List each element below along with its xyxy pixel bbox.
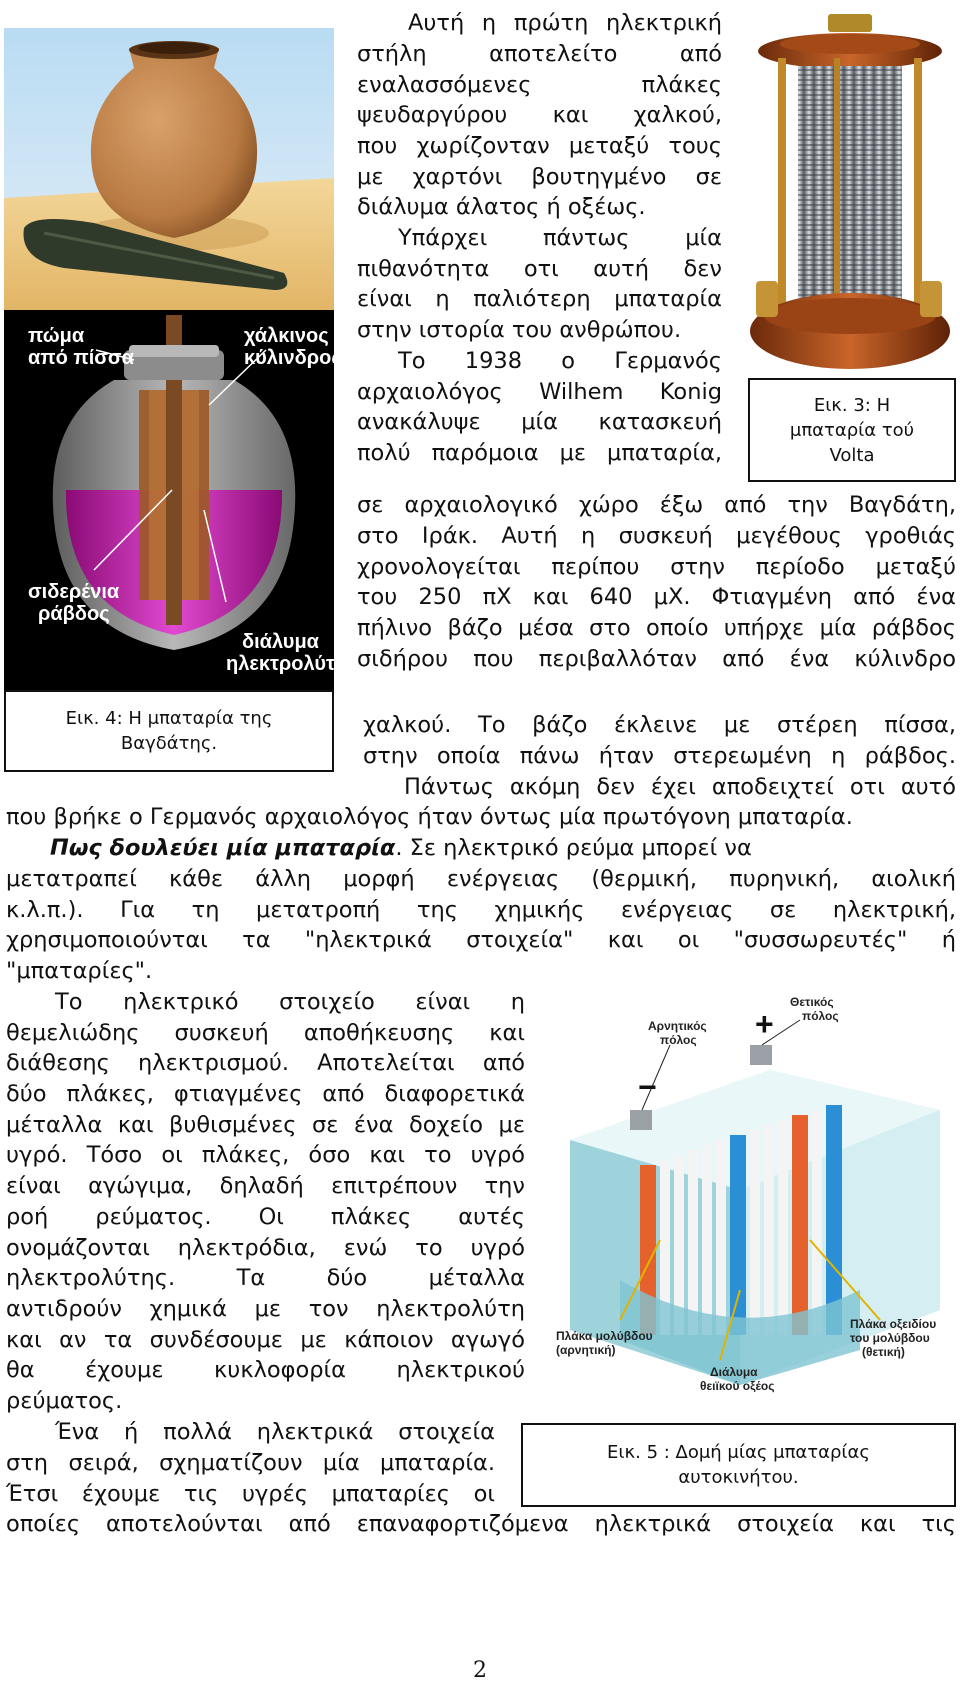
section-heading: Πως δουλεύει μία μπαταρία — [50, 835, 396, 861]
heading-trailing-text: . Σε ηλεκτρικό ρεύμα μπορεί να — [395, 835, 752, 861]
text-line: Υπάρχει πάντως μία — [398, 225, 722, 251]
text-line: οποίες αποτελούνται από επαναφορτιζόμενα ηλεκτρικά στοιχεία και τις — [6, 1511, 956, 1537]
text-line: αντιδρούν χημικά με τον ηλεκτρολύτη — [6, 1296, 525, 1322]
text-line: θα έχουμε κυκλοφορία ηλεκτρικού — [6, 1357, 525, 1383]
label-lead-oxide-1: Πλάκα οξειδίου — [850, 1317, 937, 1331]
caption-fig4-line2: Βαγδάτης. — [120, 733, 218, 754]
minus-icon: − — [638, 1069, 657, 1105]
caption-fig3 — [748, 378, 956, 482]
label-lead-plate-1: Πλάκα μολύβδου — [556, 1329, 653, 1343]
text-line: σιδήρου που περιβαλλόταν από ένα κύλινδρο — [357, 646, 956, 672]
label-positive-1: Θετικός — [790, 995, 834, 1009]
text-line: Έτσι έχουμε τις υγρές μπαταρίες οι — [6, 1481, 495, 1507]
text-line: "μπαταρίες". — [6, 958, 153, 984]
text-line: στη σειρά, σχηματίζουν μία μπαταρία. — [6, 1450, 495, 1476]
caption-fig3-line3: Volta — [829, 444, 875, 466]
text-line: στην οποία πάνω ήταν στερεωμένη η ράβδος. — [363, 743, 956, 769]
label-lead-oxide-3: (θετική) — [862, 1345, 905, 1359]
label-copper-2: κύλινδρος — [244, 347, 342, 369]
label-electrolyte-2: ηλεκτρολύτη — [226, 653, 348, 675]
text-line: χρονολογείται περίπου στην περίοδο μεταξύ — [357, 554, 956, 580]
text-line: στήλη αποτελείτο από — [357, 41, 722, 67]
label-pitch-2: από πίσσα — [28, 347, 134, 369]
caption-fig4-line1: Εικ. 4: Η μπαταρία της — [65, 708, 273, 729]
text-line: διάθεσης ηλεκτρισμού. Αποτελείται από — [6, 1050, 525, 1076]
label-iron-2: ράβδος — [38, 603, 110, 625]
caption-fig5-line1: Εικ. 5 : Δομή μίας μπαταρίας — [607, 1442, 870, 1463]
car-battery-image — [550, 990, 956, 1400]
text-line: πολύ παρόμοια με μπαταρία, — [357, 440, 722, 466]
text-line: πήλινο βάζο μέσα στο οποίο υπήρχε μία ράβδος — [357, 615, 956, 641]
text-line: με χαρτόνι βουτηγμένο σε — [357, 164, 722, 190]
text-line — [50, 833, 956, 864]
text-line: υγρό. Τόσο οι πλάκες, όσο και το υγρό — [6, 1142, 525, 1168]
label-acid-2: θειϊκού οξέος — [700, 1379, 775, 1393]
caption-fig3-line1: Εικ. 3: Η — [813, 394, 891, 416]
text-line: πιθανότητα οτι αυτή δεν — [357, 256, 722, 282]
label-positive-2: πόλος — [802, 1009, 839, 1023]
text-line: ονομάζονται ηλεκτρόδια, ενώ το υγρό — [6, 1235, 525, 1261]
text-line: είναι η παλιότερη μπαταρία — [357, 286, 722, 312]
volta-pile-image — [744, 6, 956, 378]
text-line: είναι αγώγιμα, δηλαδή επιτρέπουν την — [6, 1173, 525, 1199]
label-negative-1: Αρνητικός — [648, 1019, 707, 1033]
text-line: ροή ρεύματος. Οι πλάκες αυτές — [6, 1204, 525, 1230]
caption-fig4 — [4, 690, 334, 772]
baghdad-battery-diagram — [4, 310, 348, 690]
text-line: Το ηλεκτρικό στοιχείο είναι η — [55, 989, 525, 1015]
text-line: ψευδαργύρου και χαλκού, — [357, 102, 722, 128]
text-line: εναλασσόμενες πλάκες — [357, 72, 722, 98]
text-line: αρχαιολόγος Wilhem Konig — [357, 379, 722, 405]
text-line: σε αρχαιολογικό χώρο έξω από την Βαγδάτη, — [357, 492, 956, 518]
caption-fig3-line2: μπαταρία τού — [789, 419, 915, 441]
text-line: και αν τα συνδέσουμε με κάποιον αγωγό — [6, 1327, 525, 1353]
text-line: του 250 πΧ και 640 μΧ. Φτιαγμένη από ένα — [357, 584, 956, 610]
text-line: Αυτή η πρώτη ηλεκτρική — [408, 10, 722, 36]
label-lead-oxide-2: του μολύβδου — [850, 1331, 930, 1345]
text-line: που βρήκε ο Γερμανός αρχαιολόγος ήταν όντως μία πρωτόγονη μπαταρία. — [6, 804, 853, 830]
text-line: Πάντως ακόμη δεν έχει αποδειχτεί οτι αυτό — [404, 774, 956, 800]
label-negative-2: πόλος — [660, 1033, 697, 1047]
label-lead-plate-2: (αρνητική) — [556, 1343, 616, 1357]
caption-fig5-line2: αυτοκινήτου. — [678, 1467, 799, 1488]
plus-icon: + — [755, 1006, 774, 1042]
page-number: 2 — [473, 1658, 487, 1683]
text-line: δύο πλάκες, φτιαγμένες από διαφορετικά — [6, 1081, 525, 1107]
text-line: κ.λ.π.). Για τη μετατροπή της χημικής ενέργειας σε ηλεκτρική, — [6, 897, 956, 923]
text-line: ανακάλυψε μία κατασκευή — [357, 409, 722, 435]
text-line: μετατραπεί κάθε άλλη μορφή ενέργειας (θερμική, πυρηνική, αιολική — [6, 866, 956, 892]
label-copper-1: χάλκινος — [244, 325, 329, 347]
label-acid-1: Διάλυμα — [710, 1365, 758, 1379]
text-line: χρησιμοποιούνται τα "ηλεκτρικά στοιχεία" και οι "συσσωρευτές" ή — [6, 927, 956, 953]
text-line: ρεύματος. — [6, 1388, 123, 1414]
label-pitch-1: πώμα — [28, 325, 85, 347]
text-line: μέταλλα και βυθισμένες σε ένα δοχείο με — [6, 1112, 525, 1138]
text-line: στο Ιράκ. Αυτή η συσκευή μεγέθους γροθιάς — [357, 523, 956, 549]
text-line: θεμελιώδης συσκευή αποθήκευσης και — [6, 1020, 525, 1046]
label-electrolyte-1: διάλυμα — [242, 631, 319, 653]
baghdad-jar-photo — [4, 28, 334, 310]
caption-fig5 — [521, 1423, 956, 1507]
text-line: ηλεκτρολύτης. Τα δύο μέταλλα — [6, 1265, 525, 1291]
text-line: στην ιστορία του ανθρώπου. — [357, 317, 682, 343]
text-line: Το 1938 ο Γερμανός — [398, 348, 722, 374]
text-line: που χωρίζονταν μεταξύ τους — [357, 133, 722, 159]
text-line: διάλυμα άλατος ή οξέως. — [357, 194, 646, 220]
text-line: χαλκού. Το βάζο έκλεινε με στέρεη πίσσα, — [363, 712, 956, 738]
label-iron-1: σιδερένια — [28, 581, 120, 603]
text-line: Ένα ή πολλά ηλεκτρικά στοιχεία — [55, 1419, 495, 1445]
